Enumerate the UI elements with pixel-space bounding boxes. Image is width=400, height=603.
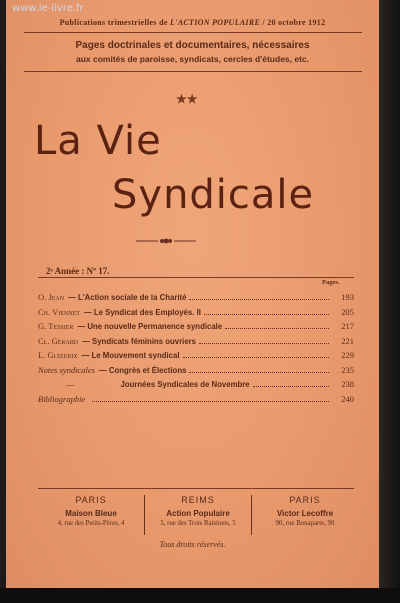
top-rule (24, 32, 362, 33)
toc-page: 193 (341, 292, 354, 302)
pages-label: Pages. (322, 279, 340, 286)
toc-page: 240 (341, 393, 354, 404)
toc-row (38, 394, 354, 409)
toc-author: O. Jean (38, 292, 65, 302)
toc-author: G. Tessier (38, 321, 74, 331)
toc-title: — Une nouvelle Permanence syndicale (77, 322, 223, 331)
toc-page: 238 (341, 379, 354, 389)
toc-row (38, 336, 354, 351)
publisher-city: REIMS (181, 495, 215, 505)
toc-title: — L'Action sociale de la Charité (68, 293, 187, 302)
toc-page: 205 (341, 306, 354, 317)
toc-row (38, 321, 354, 336)
toc-row (38, 365, 354, 380)
toc-row (38, 307, 354, 322)
publisher-column (144, 495, 251, 535)
publisher-column (251, 495, 358, 535)
toc-title: — Le Mouvement syndical (81, 351, 180, 360)
toc-author: — (66, 379, 75, 389)
toc-row (38, 379, 354, 394)
toc-title: — Congrès et Élections (98, 365, 187, 375)
subheading-line-2: aux comités de paroisse, syndicats, cercles d'études, etc. (75, 54, 310, 64)
toc-leader (189, 299, 329, 300)
toc-leader (183, 357, 330, 358)
toc-page: 235 (341, 364, 354, 375)
toc-author: Notes syndicales (38, 364, 95, 375)
table-of-contents (38, 292, 354, 408)
book-spine-shadow (379, 0, 400, 603)
issue-number: 2ᵉ Année : Nº 17. (46, 266, 110, 276)
publication-line (6, 18, 379, 27)
publication-date: / 20 octobre 1912 (262, 18, 326, 27)
booklet-cover (6, 0, 379, 588)
publisher-city: PARIS (289, 495, 321, 505)
toc-author: L. Guizerix (38, 350, 78, 360)
toc-row (38, 292, 354, 307)
toc-title: Journées Syndicales de Novembre (120, 380, 250, 389)
toc-page: 229 (341, 350, 354, 360)
divider-ornament-icon (136, 236, 196, 246)
rights-notice: Tous droits réservés. (159, 540, 226, 549)
toc-leader (225, 328, 329, 329)
toc-author: Cl. Gérard (38, 335, 79, 346)
publisher-city: PARIS (75, 495, 107, 505)
issue-rule (38, 277, 354, 278)
title-line-1: La Vie (34, 118, 162, 164)
subheading-line-1: Pages doctrinales et documentaires, nécessaires (75, 40, 310, 51)
toc-leader (189, 372, 329, 373)
toc-page: 217 (341, 321, 354, 331)
subheading-rule (24, 71, 362, 72)
publishers-footer (38, 495, 358, 535)
toc-author: Ch. Viennet (38, 306, 80, 317)
toc-title: — Le Syndicat des Employés. II (83, 307, 201, 317)
toc-author: Bibliographie (38, 393, 86, 404)
watermark: www.le-livre.fr (12, 3, 84, 14)
publication-prefix: Publications trimestrielles de (59, 18, 168, 27)
publisher-name: Maison Bleue (65, 509, 117, 518)
publisher-address: 90, rue Bonaparte, 90 (275, 520, 335, 527)
toc-row (38, 350, 354, 365)
publisher-address: 4, rue des Petits-Pères, 4 (57, 520, 125, 527)
toc-leader (92, 401, 329, 402)
publisher-address: 5, rue des Trois Raisinets, 5 (160, 520, 236, 527)
publisher-column (38, 495, 144, 535)
bottom-shadow (0, 588, 400, 603)
toc-page: 221 (341, 335, 354, 346)
stars-ornament: ★★ (176, 92, 198, 106)
toc-leader (204, 314, 329, 315)
publisher-name: Action Populaire (166, 509, 230, 518)
toc-leader (199, 343, 329, 344)
toc-leader (253, 386, 329, 387)
toc-title: — Syndicats féminins ouvriers (82, 336, 197, 346)
publisher-name: Victor Lecoffre (276, 509, 334, 518)
title-line-2: Syndicale (112, 172, 315, 218)
publication-brand: L'ACTION POPULAIRE (170, 18, 261, 27)
footer-rule (38, 488, 354, 489)
